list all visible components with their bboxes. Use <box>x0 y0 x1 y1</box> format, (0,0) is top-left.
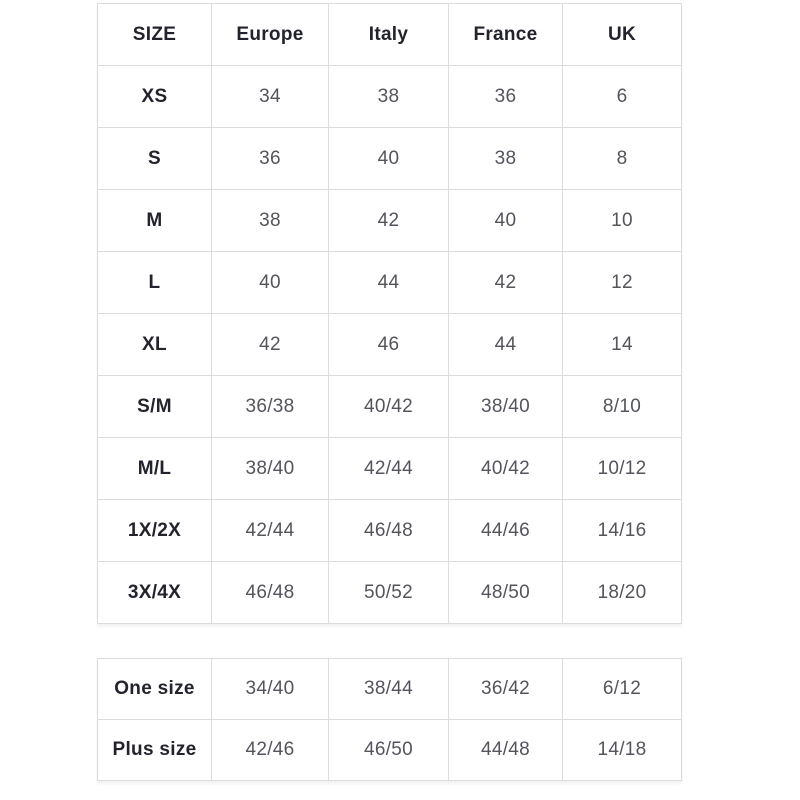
table-row <box>98 128 682 190</box>
size-label-cell: Plus size <box>98 720 212 781</box>
size-value-cell: 46/48 <box>329 500 449 562</box>
table-row <box>98 720 682 781</box>
size-value-cell: 42 <box>212 314 329 376</box>
size-value-cell: 42 <box>329 190 449 252</box>
size-value-cell: 46/50 <box>329 720 449 781</box>
table-row <box>98 438 682 500</box>
size-value-cell: 44 <box>329 252 449 314</box>
size-value-cell: 10/12 <box>563 438 682 500</box>
table-row <box>98 252 682 314</box>
size-label-cell: 3X/4X <box>98 562 212 624</box>
size-value-cell: 14 <box>563 314 682 376</box>
size-value-cell: 38 <box>449 128 563 190</box>
size-value-cell: 6 <box>563 66 682 128</box>
size-value-cell: 14/16 <box>563 500 682 562</box>
size-value-cell: 44/48 <box>449 720 563 781</box>
size-value-cell: 34 <box>212 66 329 128</box>
size-value-cell: 44/46 <box>449 500 563 562</box>
size-value-cell: 40 <box>212 252 329 314</box>
size-value-cell: 40 <box>329 128 449 190</box>
size-value-cell: 6/12 <box>563 659 682 720</box>
size-chart-page <box>97 3 681 781</box>
size-value-cell: 42/44 <box>212 500 329 562</box>
table-row <box>98 376 682 438</box>
size-value-cell: 36 <box>212 128 329 190</box>
table-row <box>98 314 682 376</box>
size-value-cell: 40/42 <box>449 438 563 500</box>
size-value-cell: 8 <box>563 128 682 190</box>
special-sizes-table-body <box>98 659 682 781</box>
size-value-cell: 8/10 <box>563 376 682 438</box>
size-value-cell: 44 <box>449 314 563 376</box>
size-table-body <box>98 66 682 624</box>
size-label-cell: 1X/2X <box>98 500 212 562</box>
size-table-header <box>98 4 682 66</box>
size-label-cell: XS <box>98 66 212 128</box>
size-value-cell: 42 <box>449 252 563 314</box>
table-row <box>98 659 682 720</box>
size-value-cell: 38 <box>329 66 449 128</box>
size-value-cell: 38/40 <box>449 376 563 438</box>
size-value-cell: 48/50 <box>449 562 563 624</box>
size-value-cell: 46/48 <box>212 562 329 624</box>
table-row <box>98 500 682 562</box>
special-sizes-table <box>97 658 682 781</box>
table-row <box>98 66 682 128</box>
size-label-cell: M/L <box>98 438 212 500</box>
size-value-cell: 46 <box>329 314 449 376</box>
column-header-uk: UK <box>563 4 682 66</box>
size-value-cell: 12 <box>563 252 682 314</box>
column-header-size: SIZE <box>98 4 212 66</box>
column-header-france: France <box>449 4 563 66</box>
size-value-cell: 36/38 <box>212 376 329 438</box>
size-value-cell: 18/20 <box>563 562 682 624</box>
header-row <box>98 4 682 66</box>
size-label-cell: S/M <box>98 376 212 438</box>
size-value-cell: 34/40 <box>212 659 329 720</box>
size-value-cell: 42/46 <box>212 720 329 781</box>
column-header-italy: Italy <box>329 4 449 66</box>
size-label-cell: One size <box>98 659 212 720</box>
size-value-cell: 38/44 <box>329 659 449 720</box>
size-value-cell: 38/40 <box>212 438 329 500</box>
size-value-cell: 36 <box>449 66 563 128</box>
size-value-cell: 36/42 <box>449 659 563 720</box>
size-label-cell: L <box>98 252 212 314</box>
size-value-cell: 38 <box>212 190 329 252</box>
size-label-cell: S <box>98 128 212 190</box>
size-value-cell: 40/42 <box>329 376 449 438</box>
size-value-cell: 10 <box>563 190 682 252</box>
size-value-cell: 50/52 <box>329 562 449 624</box>
table-row <box>98 190 682 252</box>
size-value-cell: 40 <box>449 190 563 252</box>
size-value-cell: 42/44 <box>329 438 449 500</box>
size-value-cell: 14/18 <box>563 720 682 781</box>
size-label-cell: XL <box>98 314 212 376</box>
size-label-cell: M <box>98 190 212 252</box>
size-conversion-table <box>97 3 682 624</box>
column-header-europe: Europe <box>212 4 329 66</box>
table-row <box>98 562 682 624</box>
